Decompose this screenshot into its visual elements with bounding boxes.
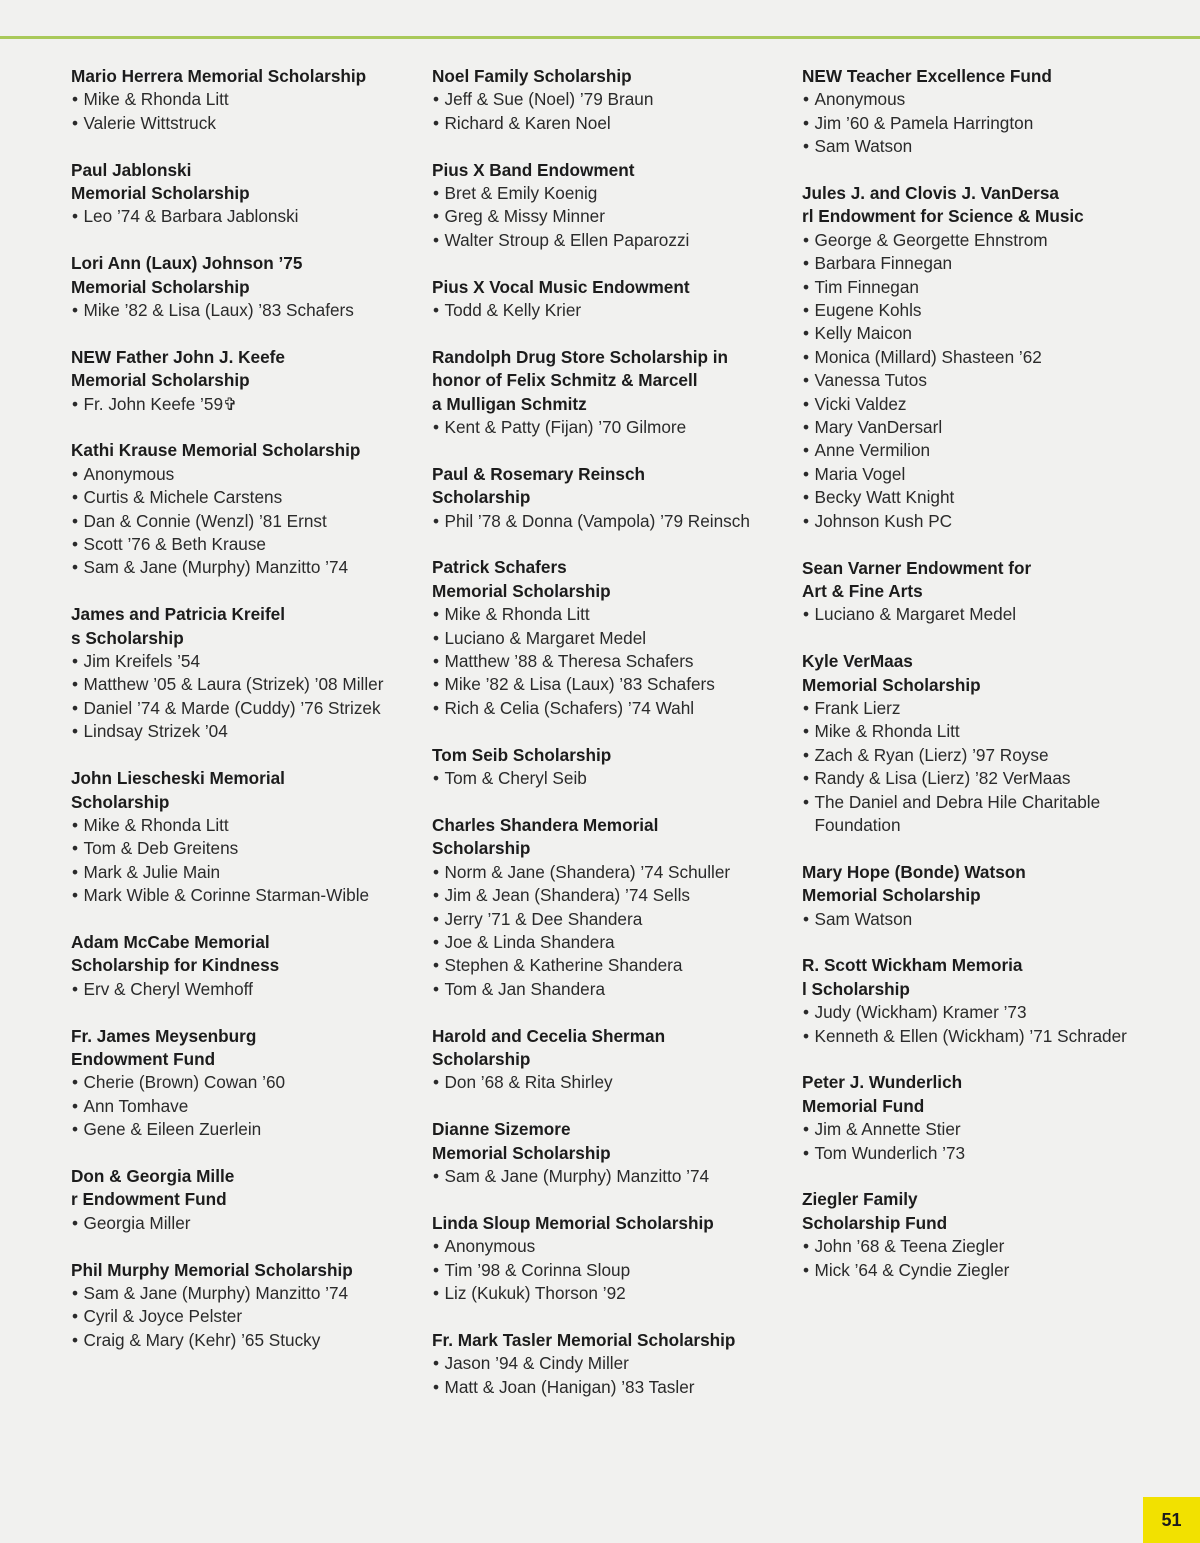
scholarship-title: Don & Georgia Mille r Endowment Fund	[71, 1165, 235, 1210]
donor-item: • Randy & Lisa (Lierz) ’82 VerMaas	[802, 767, 1172, 790]
donor-item: • Leo ’74 & Barbara Jablonski	[71, 205, 416, 228]
scholarship-title: Sean Varner Endowment for Art & Fine Arts	[802, 557, 1032, 601]
scholarship-title: Ziegler Family Scholarship Fund	[802, 1189, 948, 1233]
donor-item: • Tim Finnegan	[802, 276, 1172, 299]
donor-item: • Mike & Rhonda Litt	[802, 720, 1172, 743]
scholarship-block-fr-mark-tasler-memorial-scholarship	[432, 1329, 782, 1399]
donor-item: • Matt & Joan (Hanigan) ’83 Tasler	[432, 1376, 782, 1399]
donor-item: • Maria Vogel	[802, 463, 1172, 486]
donor-item: • Cherie (Brown) Cowan ’60	[71, 1071, 416, 1094]
donor-list	[802, 697, 1172, 837]
donor-item: • Mike & Rhonda Litt	[71, 814, 416, 837]
donor-list	[802, 908, 1172, 931]
donor-item: • Greg & Missy Minner	[432, 205, 782, 228]
donor-item: • Valerie Wittstruck	[71, 112, 416, 135]
donor-item: • Frank Lierz	[802, 697, 1172, 720]
scholarship-title: Fr. James Meysenburg Endowment Fund	[71, 1025, 257, 1069]
donor-list	[71, 88, 416, 135]
donor-list	[432, 603, 782, 720]
scholarship-title: John Liescheski Memorial Scholarship	[71, 768, 285, 812]
donor-item: • Craig & Mary (Kehr) ’65 Stucky	[71, 1329, 416, 1352]
scholarship-block-dianne-sizemore-memorial-scholarship	[432, 1118, 782, 1188]
donor-list	[71, 814, 416, 908]
donor-item: • Mike & Rhonda Litt	[432, 603, 782, 626]
donor-list	[802, 229, 1172, 533]
scholarship-block-new-teacher-excellence-fund	[802, 65, 1172, 159]
donor-item: • Becky Watt Knight	[802, 486, 1172, 509]
donor-item: • Mark Wible & Corinne Starman-Wible	[71, 884, 416, 907]
scholarship-block-charles-shandera-memorial-scholarship	[432, 814, 782, 1001]
donor-item: • Mike ’82 & Lisa (Laux) ’83 Schafers	[432, 673, 782, 696]
scholarship-title: Charles Shandera Memorial Scholarship	[432, 814, 659, 859]
donor-item: • Anonymous	[432, 1235, 782, 1258]
donor-item: • Walter Stroup & Ellen Paparozzi	[432, 229, 782, 252]
donor-item: • Judy (Wickham) Kramer ’73	[802, 1001, 1172, 1024]
donor-item: • Mike & Rhonda Litt	[71, 88, 416, 111]
donor-list	[802, 1118, 1172, 1165]
scholarship-block-sean-varner-endowment-for-art-fine-arts	[802, 557, 1172, 627]
donor-item: • Scott ’76 & Beth Krause	[71, 533, 416, 556]
scholarship-title: Lori Ann (Laux) Johnson ’75 Memorial Scholarship	[71, 253, 303, 297]
donor-item: • Kent & Patty (Fijan) ’70 Gilmore	[432, 416, 782, 439]
donor-item: • Tom & Cheryl Seib	[432, 767, 782, 790]
donor-item: • Monica (Millard) Shasteen ’62	[802, 346, 1172, 369]
donor-item: • Richard & Karen Noel	[432, 112, 782, 135]
donor-list	[432, 1071, 782, 1094]
scholarship-block-r-scott-wickham-memorial-scholarship	[802, 954, 1172, 1048]
donor-item: • Jeff & Sue (Noel) ’79 Braun	[432, 88, 782, 111]
donor-list	[432, 861, 782, 1001]
scholarship-block-james-and-patricia-kreifels-scholarship	[71, 603, 416, 743]
scholarship-title: R. Scott Wickham Memoria l Scholarship	[802, 955, 1023, 999]
scholarship-title: Patrick Schafers Memorial Scholarship	[432, 557, 611, 601]
donor-list	[71, 299, 416, 322]
donor-item: • Georgia Miller	[71, 1212, 416, 1235]
donor-list	[432, 182, 782, 252]
donor-item: • Matthew ’88 & Theresa Schafers	[432, 650, 782, 673]
scholarship-title: Pius X Vocal Music Endowment	[432, 276, 690, 297]
donor-item: • Luciano & Margaret Medel	[432, 627, 782, 650]
donor-item: • Matthew ’05 & Laura (Strizek) ’08 Miller	[71, 673, 416, 696]
scholarship-title: Harold and Cecelia Sherman Scholarship	[432, 1025, 666, 1069]
donor-list	[802, 603, 1172, 626]
donor-item: • Vicki Valdez	[802, 393, 1172, 416]
scholarship-block-pius-x-band-endowment	[432, 159, 782, 253]
donor-item: • Eugene Kohls	[802, 299, 1172, 322]
donor-item: • Luciano & Margaret Medel	[802, 603, 1172, 626]
donor-item: • Sam & Jane (Murphy) Manzitto ’74	[71, 556, 416, 579]
donor-item: • Kelly Maicon	[802, 322, 1172, 345]
donor-item: • Tom Wunderlich ’73	[802, 1142, 1172, 1165]
scholarship-block-mary-hope-bonde-watson-memorial-scholarship	[802, 861, 1172, 931]
donor-item: • Joe & Linda Shandera	[432, 931, 782, 954]
donor-item: • Jim & Annette Stier	[802, 1118, 1172, 1141]
donor-item: • George & Georgette Ehnstrom	[802, 229, 1172, 252]
donor-item: • Jason ’94 & Cindy Miller	[432, 1352, 782, 1375]
donor-item: • Tom & Deb Greitens	[71, 837, 416, 860]
donor-list	[71, 205, 416, 228]
donor-item: • John ’68 & Teena Ziegler	[802, 1235, 1172, 1258]
scholarship-title: Jules J. and Clovis J. VanDersa rl Endowment for Science & Music	[802, 183, 1084, 227]
donor-item: • Mick ’64 & Cyndie Ziegler	[802, 1259, 1172, 1282]
donor-list	[71, 650, 416, 744]
donor-list	[432, 299, 782, 322]
donor-item: • Mark & Julie Main	[71, 861, 416, 884]
scholarship-block-tom-seib-scholarship	[432, 744, 782, 791]
donor-item: • Dan & Connie (Wenzl) ’81 Ernst	[71, 510, 416, 533]
donor-item: • Jim Kreifels ’54	[71, 650, 416, 673]
scholarship-block-peter-j-wunderlich-memorial-fund	[802, 1071, 1172, 1165]
donor-item: • Anonymous	[71, 463, 416, 486]
column-1	[71, 65, 416, 1376]
donor-list	[432, 416, 782, 439]
column-2	[432, 65, 782, 1422]
donor-item: • Jim & Jean (Shandera) ’74 Sells	[432, 884, 782, 907]
scholarship-block-fr-james-meysenburg-endowment-fund	[71, 1025, 416, 1142]
donor-item: • Stephen & Katherine Shandera	[432, 954, 782, 977]
donor-item: • Gene & Eileen Zuerlein	[71, 1118, 416, 1141]
donor-list	[802, 1001, 1172, 1048]
scholarship-block-ziegler-family-scholarship-fund	[802, 1188, 1172, 1282]
donor-item: • Ann Tomhave	[71, 1095, 416, 1118]
scholarship-title: James and Patricia Kreifel s Scholarship	[71, 604, 285, 648]
donor-item: • Barbara Finnegan	[802, 252, 1172, 275]
scholarship-title: Pius X Band Endowment	[432, 159, 635, 180]
scholarship-title: NEW Teacher Excellence Fund	[802, 66, 1052, 86]
scholarship-block-kathi-krause-memorial-scholarship	[71, 439, 416, 579]
scholarship-block-adam-mccabe-memorial-scholarship-for-kindness	[71, 931, 416, 1001]
donor-item: • Sam Watson	[802, 135, 1172, 158]
donor-list	[432, 1235, 782, 1305]
scholarship-block-linda-sloup-memorial-scholarship	[432, 1212, 782, 1306]
donor-list	[432, 88, 782, 135]
scholarship-title: Paul & Rosemary Reinsch Scholarship	[432, 463, 646, 508]
donor-list	[71, 393, 416, 416]
donor-list	[71, 463, 416, 580]
donor-item: • Mary VanDersarl	[802, 416, 1172, 439]
donor-list	[432, 767, 782, 790]
donor-item: • Phil ’78 & Donna (Vampola) ’79 Reinsch	[432, 510, 782, 533]
scholarship-title: NEW Father John J. Keefe Memorial Scholarship	[71, 346, 285, 391]
donor-item: • Don ’68 & Rita Shirley	[432, 1071, 782, 1094]
donor-item: • Jim ’60 & Pamela Harrington	[802, 112, 1172, 135]
scholarship-title: Randolph Drug Store Scholarship in honor of Felix Schmitz & Marcell a Mulligan Schmitz	[432, 346, 729, 414]
scholarship-title: Kathi Krause Memorial Scholarship	[71, 440, 361, 461]
scholarship-block-john-liescheski-memorial-scholarship	[71, 767, 416, 907]
donor-item: • Sam & Jane (Murphy) Manzitto ’74	[71, 1282, 416, 1305]
donor-list	[802, 1235, 1172, 1282]
donor-item: • The Daniel and Debra Hile Charitable Foundation	[802, 791, 1172, 838]
donor-item: • Daniel ’74 & Marde (Cuddy) ’76 Strizek	[71, 697, 416, 720]
donor-item: • Liz (Kukuk) Thorson ’92	[432, 1282, 782, 1305]
scholarship-title: Phil Murphy Memorial Scholarship	[71, 1259, 353, 1280]
scholarship-title: Kyle VerMaas Memorial Scholarship	[802, 651, 981, 695]
donor-list	[432, 1352, 782, 1399]
scholarship-title: Noel Family Scholarship	[432, 66, 632, 86]
donor-item: • Zach & Ryan (Lierz) ’97 Royse	[802, 744, 1172, 767]
donor-item: • Vanessa Tutos	[802, 369, 1172, 392]
scholarship-title: Dianne Sizemore Memorial Scholarship	[432, 1119, 611, 1163]
scholarship-title: Linda Sloup Memorial Scholarship	[432, 1212, 714, 1233]
column-3	[802, 65, 1172, 1305]
donor-item: • Jerry ’71 & Dee Shandera	[432, 908, 782, 931]
donor-item: • Curtis & Michele Carstens	[71, 486, 416, 509]
donor-item: • Erv & Cheryl Wemhoff	[71, 978, 416, 1001]
scholarship-block-jules-j-and-clovis-j-vandersarl-endowment-for-science-music	[802, 182, 1172, 533]
donor-list	[71, 1071, 416, 1141]
donor-item: • Kenneth & Ellen (Wickham) ’71 Schrader	[802, 1025, 1172, 1048]
scholarship-block-paul-rosemary-reinsch-scholarship	[432, 463, 782, 533]
scholarship-block-phil-murphy-memorial-scholarship	[71, 1259, 416, 1353]
scholarship-title: Peter J. Wunderlich Memorial Fund	[802, 1072, 963, 1116]
scholarship-block-mario-herrera-memorial-scholarship	[71, 65, 416, 135]
donor-item: • Sam & Jane (Murphy) Manzitto ’74	[432, 1165, 782, 1188]
donor-item: • Bret & Emily Koenig	[432, 182, 782, 205]
scholarship-block-patrick-schafers-memorial-scholarship	[432, 556, 782, 720]
scholarship-title: Adam McCabe Memorial Scholarship for Kindness	[71, 931, 280, 976]
scholarship-block-lori-ann-laux-johnson-75-memorial-scholarship	[71, 252, 416, 322]
donor-item: • Sam Watson	[802, 908, 1172, 931]
donor-list	[802, 88, 1172, 158]
donor-list	[432, 1165, 782, 1188]
scholarship-title: Mario Herrera Memorial Scholarship	[71, 66, 367, 86]
scholarship-title: Paul Jablonski Memorial Scholarship	[71, 159, 250, 204]
donor-item: • Rich & Celia (Schafers) ’74 Wahl	[432, 697, 782, 720]
donor-list	[71, 1282, 416, 1352]
donor-item: • Tim ’98 & Corinna Sloup	[432, 1259, 782, 1282]
scholarship-title: Tom Seib Scholarship	[432, 744, 612, 765]
donor-list	[71, 1212, 416, 1235]
scholarship-block-randolph-drug-store-scholarship-in-honor-of-felix-schmitz-marcella-mulligan-schmitz	[432, 346, 782, 440]
donor-item: • Anne Vermilion	[802, 439, 1172, 462]
top-accent-rule	[0, 36, 1200, 39]
scholarship-block-don-georgia-miller-endowment-fund	[71, 1165, 416, 1235]
page-number: 51	[1143, 1497, 1200, 1543]
donor-item: • Anonymous	[802, 88, 1172, 111]
donor-item: • Lindsay Strizek ’04	[71, 720, 416, 743]
donor-item: • Johnson Kush PC	[802, 510, 1172, 533]
donor-list	[432, 510, 782, 533]
donor-item: • Tom & Jan Shandera	[432, 978, 782, 1001]
donor-list	[71, 978, 416, 1001]
donor-item: • Todd & Kelly Krier	[432, 299, 782, 322]
scholarship-block-pius-x-vocal-music-endowment	[432, 276, 782, 323]
scholarship-block-paul-jablonski-memorial-scholarship	[71, 159, 416, 229]
scholarship-block-harold-and-cecelia-sherman-scholarship	[432, 1025, 782, 1095]
scholarship-title: Mary Hope (Bonde) Watson Memorial Scholarship	[802, 861, 1026, 906]
scholarship-block-noel-family-scholarship	[432, 65, 782, 135]
donor-item: • Cyril & Joyce Pelster	[71, 1305, 416, 1328]
scholarship-block-kyle-vermaas-memorial-scholarship	[802, 650, 1172, 837]
donor-item: • Mike ’82 & Lisa (Laux) ’83 Schafers	[71, 299, 416, 322]
donor-item: • Norm & Jane (Shandera) ’74 Schuller	[432, 861, 782, 884]
scholarship-title: Fr. Mark Tasler Memorial Scholarship	[432, 1329, 736, 1350]
donor-item: • Fr. John Keefe ’59✞	[71, 393, 416, 416]
scholarship-block-new-father-john-j-keefe-memorial-scholarship	[71, 346, 416, 416]
